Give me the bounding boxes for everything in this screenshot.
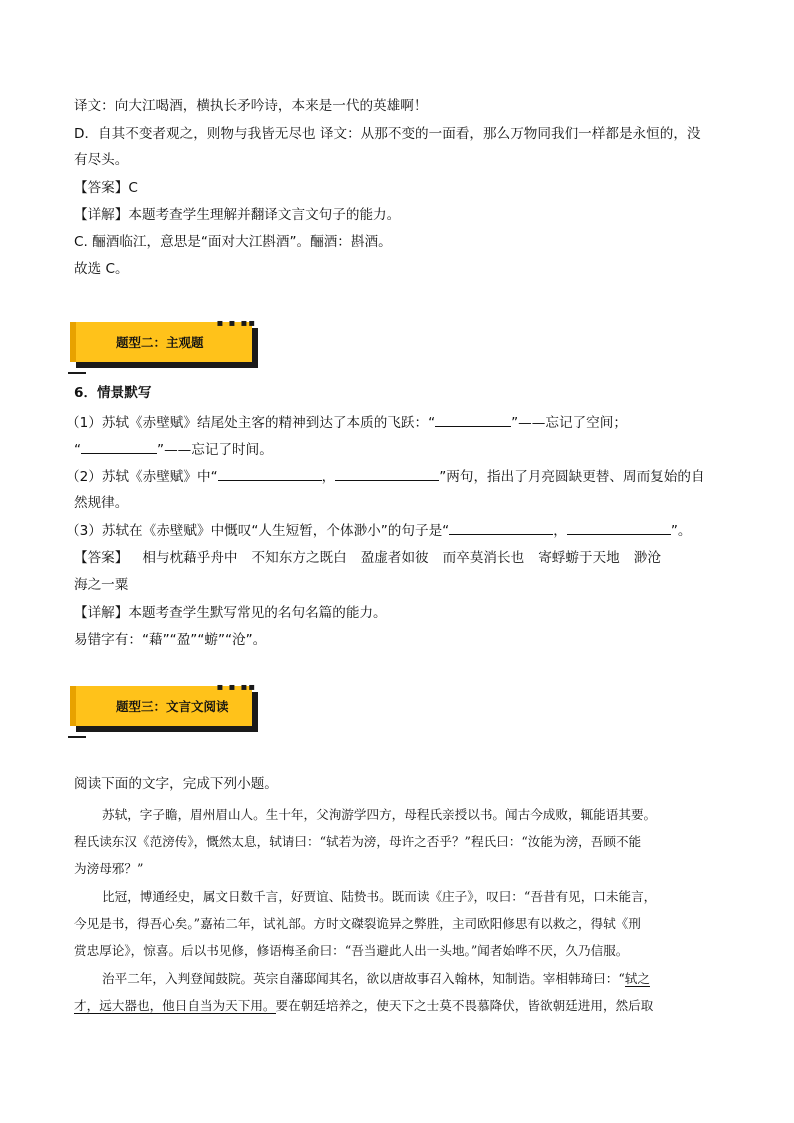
q6-error-prone-line: 易错字有：“藉”“盈”“蝣”“沧”。 [74,632,267,648]
q6-item-2: （2）苏轼《赤壁赋》中“ ， ”两句，指出了月亮圆缺更替、周而复始的自 [66,466,705,487]
q6-item-1-cont: “ ”——忘记了时间。 [74,439,273,460]
section-title: 题型二：主观题 [116,335,204,350]
fill-blank[interactable] [335,466,439,481]
passage-line: 治平二年，入判登闻鼓院。英宗自藩邸闻其名，欲以唐故事召入翰林，知制诰。宰相韩琦曰：“轼之 [102,971,650,986]
detail-label: 【详解】 [74,605,129,621]
q6-item-3: （3）苏轼在《赤壁赋》中慨叹“人生短暂，个体渺小”的句子是“ ， ”。 [66,520,691,541]
answer-item: 盈虚者如彼 [360,550,429,566]
passage-line: 比冠，博通经史，属文日数千言，好贾谊、陆贽书。既而读《庄子》，叹曰：“吾昔有见，口未能言， [102,889,657,904]
passage-line: 程氏读东汉《范滂传》，慨然太息，轼请曰：“轼若为滂，母许之否乎？”程氏曰：“汝能为滂，吾顾不能 [74,834,642,849]
passage-line: 赏忠厚论》，惊喜。后以书见修，修语梅圣俞曰：“吾当避此人出一头地。”闻者始哗不厌，久乃信服。 [74,943,629,958]
section-banner-3 [70,682,262,732]
section-banner-2 [70,318,262,368]
note-line: C. 酾酒临江，意思是“面对大江斟酒”。酾酒：斟酒。 [74,234,392,250]
fill-blank[interactable] [449,520,553,535]
passage-line: 今见是书，得吾心矣。”嘉祐二年，试礼部。方时文磔裂诡异之弊胜，主司欧阳修思有以救之，得轼《刑 [74,916,641,931]
section-title: 题型三：文言文阅读 [116,699,229,714]
answer-label: 【答案】 [74,180,129,196]
q6-answer-cont: 海之一粟 [74,577,129,593]
reading-instruction: 阅读下面的文字，完成下列小题。 [74,776,278,792]
detail-text: 本题考查学生理解并翻译文言文句子的能力。 [128,207,401,223]
fill-blank[interactable] [435,412,511,427]
answer-item: 寄蜉蝣于天地 [538,550,620,566]
banner-dots-decoration: ▪ ▪ ▪▪ [216,682,256,693]
answer-value: C [128,180,138,196]
q6-detail-line [74,603,387,623]
question-6-heading: 6．情景默写 [74,385,152,401]
banner-dots-decoration: ▪ ▪ ▪▪ [216,318,256,329]
passage-line: 为滂母邪？” [74,861,144,876]
answer-item: 渺沧 [633,550,661,566]
answer-line [74,178,138,198]
underlined-sentence: 轼之 [624,971,650,986]
fill-blank[interactable] [81,439,157,454]
option-d-line: D．自其不变者观之，则物与我皆无尽也 译文：从那不变的一面看，那么万物同我们一样都是永恒的，没 [74,126,701,142]
answer-item: 不知东方之既白 [251,550,347,566]
answer-item: 相与枕藉乎舟中 [142,550,238,566]
passage-line: 才，远大器也，他日自当为天下用。要在朝廷培养之，使天下之士莫不畏慕降伏，皆欲朝廷进用，然后取 [74,998,654,1013]
detail-label: 【详解】 [74,207,129,223]
detail-line [74,205,400,225]
q6-answer-line [74,548,675,568]
q6-item-1: （1）苏轼《赤壁赋》结尾处主客的精神到达了本质的飞跃：“ ”——忘记了空间； [66,412,627,433]
option-d-line-cont: 有尽头。 [74,152,129,168]
conclusion-line: 故选 C。 [74,261,129,277]
passage-line: 苏轼，字子瞻，眉州眉山人。生十年，父洵游学四方，母程氏亲授以书。闻古今成败，辄能语其要。 [102,807,657,822]
detail-text: 本题考查学生默写常见的名句名篇的能力。 [128,605,387,621]
fill-blank[interactable] [218,466,322,481]
banner-tick-decoration [68,736,86,738]
banner-tick-decoration [68,372,86,374]
answer-label: 【答案】 [74,550,129,566]
q6-item-2-cont: 然规律。 [74,495,129,511]
fill-blank[interactable] [567,520,671,535]
underlined-sentence: 才，远大器也，他日自当为天下用。 [74,998,276,1013]
translation-line: 译文：向大江喝酒，横执长矛吟诗，本来是一代的英雄啊！ [74,98,428,114]
answer-item: 而卒莫消长也 [442,550,525,566]
